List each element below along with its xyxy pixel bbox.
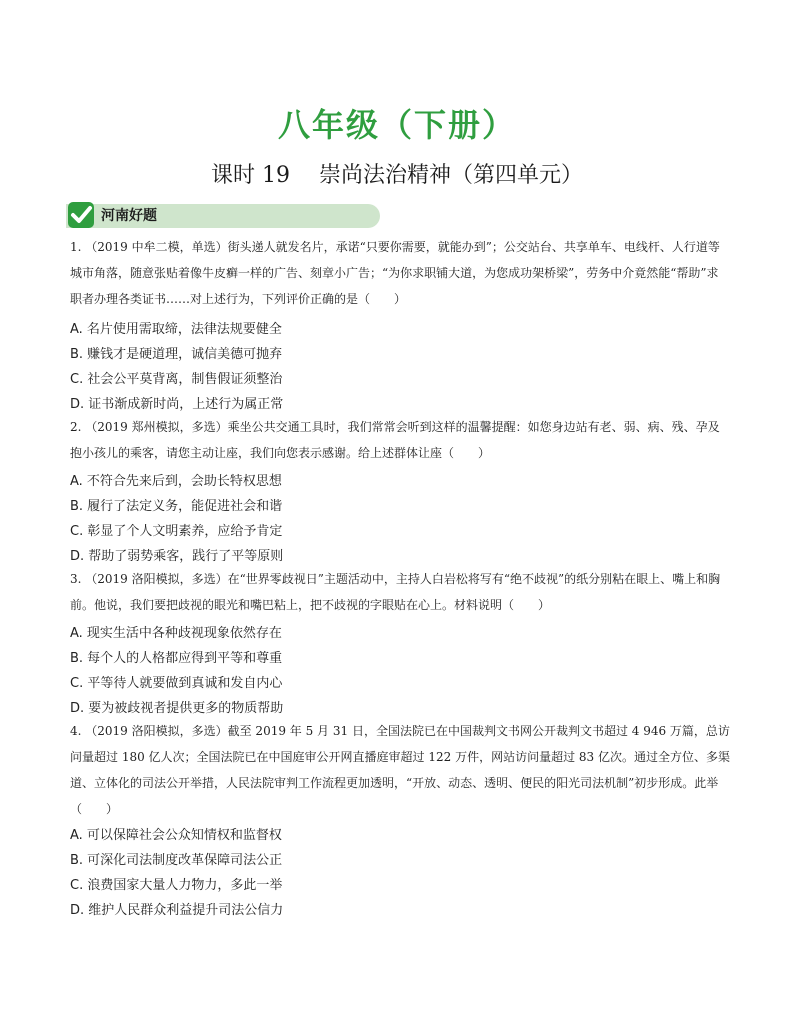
option-c: C. 平等待人就要做到真诚和发自内心 <box>70 676 283 691</box>
question-stem: 1. （2019 中牟二模，单选）街头递人就发名片，承诺“只要你需要，就能办到”；公交站台、共享单车、电线杆、人行道等城市角落，随意张贴着像牛皮癣一样的广告、刻章小广告；“为你求职铺大道，为您成功架桥梁”，劳务中介竟然能“帮助”求职者办理各类证书……对上述行为，下列评价正确的是（ ） <box>70 240 720 306</box>
option-d: D. 证书渐成新时尚，上述行为属正常 <box>70 397 284 412</box>
section-label: 河南好题 <box>101 208 157 224</box>
question-stem: 3. （2019 洛阳模拟，多选）在“世界零歧视日”主题活动中，主持人白岩松将写有“绝不歧视”的纸分别粘在眼上、嘴上和胸前。他说，我们要把歧视的眼光和嘴巴粘上，把不歧视的字眼贴在心上。材料说明（ ） <box>70 572 721 612</box>
page-title: 八年级（下册） <box>277 106 516 144</box>
option-a: A. 现实生活中各种歧视现象依然存在 <box>70 626 282 641</box>
option-d: D. 要为被歧视者提供更多的物质帮助 <box>70 701 284 716</box>
option-a: A. 可以保障社会公众知情权和监督权 <box>70 828 282 843</box>
option-a: A. 不符合先来后到，会助长特权思想 <box>70 474 282 489</box>
option-b: B. 可深化司法制度改革保障司法公正 <box>70 853 283 868</box>
option-b: B. 赚钱才是硬道理，诚信美德可抛弃 <box>70 347 283 362</box>
option-d: D. 维护人民群众利益提升司法公信力 <box>70 903 284 918</box>
question-stem: 4. （2019 洛阳模拟，多选）截至 2019 年 5 月 31 日，全国法院已在中国裁判文书网公开裁判文书超过 4 946 万篇，总访问量超过 180 亿人次；全国法院已在中国庭审公开网直播庭审超过 122 万件，网站访问量超过 83 亿次。通过全方位、多渠道、立体化的司法公开举措，人民法院审判工作流程更加透明，“开放、动态、透明、便民的阳光司法机制”初步形成。此举（ ） <box>70 724 730 816</box>
option-c: C. 彰显了个人文明素养，应给予肯定 <box>70 524 283 539</box>
option-c: C. 浪费国家大量人力物力，多此一举 <box>70 878 283 893</box>
check-icon <box>66 200 96 230</box>
question-stem: 2. （2019 郑州模拟，多选）乘坐公共交通工具时，我们常常会听到这样的温馨提醒：如您身边站有老、弱、病、残、孕及抱小孩儿的乘客，请您主动让座，我们向您表示感谢。给上述群体让座（ ） <box>70 420 720 460</box>
option-c: C. 社会公平莫背离，制售假证须整治 <box>70 372 283 387</box>
option-b: B. 履行了法定义务，能促进社会和谐 <box>70 499 283 514</box>
lesson-subtitle: 课时 19 崇尚法治精神（第四单元） <box>211 163 583 188</box>
option-a: A. 名片使用需取缔，法律法规要健全 <box>70 322 282 337</box>
option-b: B. 每个人的人格都应得到平等和尊重 <box>70 651 283 666</box>
option-d: D. 帮助了弱势乘客，践行了平等原则 <box>70 549 284 564</box>
